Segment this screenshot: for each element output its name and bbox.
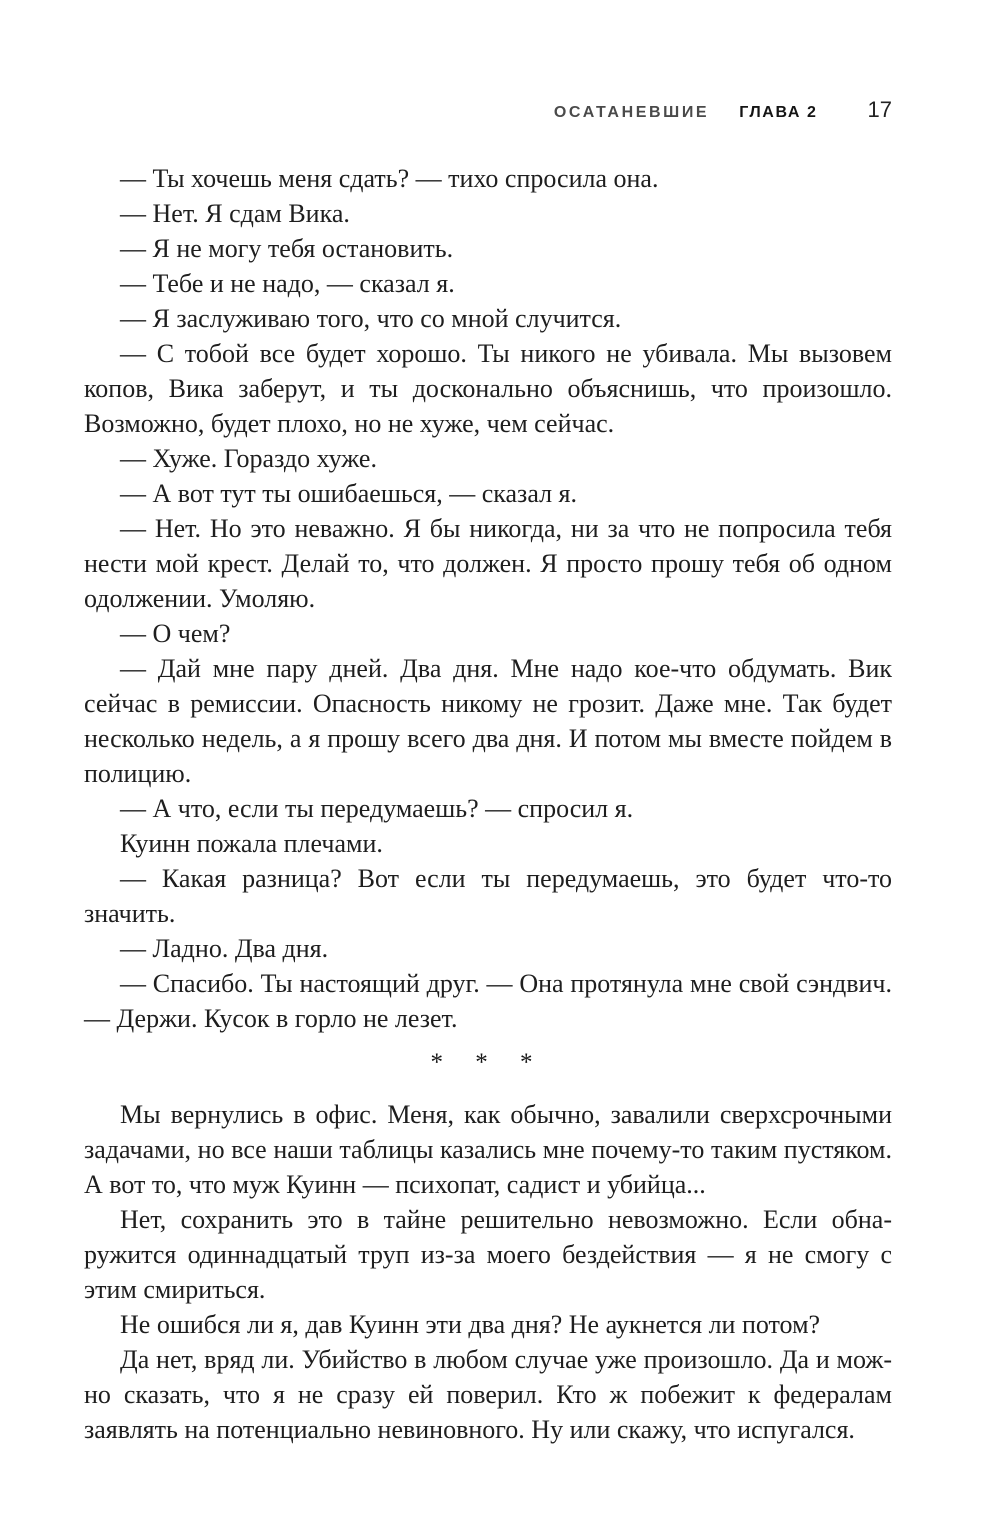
page-body-text	[84, 161, 892, 1447]
paragraph: — Ладно. Два дня.	[120, 934, 329, 963]
book-title: ОСАТАНЕВШИЕ	[553, 104, 710, 121]
running-header	[84, 97, 892, 123]
chapter-label: ГЛАВА 2	[739, 104, 818, 121]
paragraph: — О чем?	[120, 619, 231, 648]
paragraph: — А что, если ты передумаешь? — спросил я.	[120, 794, 634, 823]
section-separator: * * *	[430, 1049, 546, 1076]
paragraph: — А вот тут ты ошибаешься, — сказал я.	[120, 479, 578, 508]
paragraph: Куинн пожала плечами.	[120, 829, 383, 858]
paragraph: Мы вернулись в офис. Меня, как обычно, завалили сверхсрочными задачами, но все наши таблицы казались мне почему-то таким пустяком. А вот то, что муж Куинн — психопат, садист и убийца...	[84, 1100, 892, 1199]
paragraph: — Я заслуживаю того, что со мной случится.	[120, 304, 622, 333]
paragraph: — Какая разница? Вот если ты передумаешь, это будет что-то значить.	[84, 864, 892, 928]
paragraph: — Хуже. Гораздо хуже.	[120, 444, 377, 473]
paragraph: Нет, сохранить это в тайне решительно невозможно. Если обнаружится одиннадцатый труп из-за моего бездействия — я не смогу с этим смириться.	[84, 1205, 892, 1304]
paragraph: — Я не могу тебя остановить.	[120, 234, 454, 263]
paragraph: Не ошибся ли я, дав Куинн эти два дня? Не аукнется ли потом?	[120, 1310, 821, 1339]
paragraph: — Ты хочешь меня сдать? — тихо спросила она.	[120, 164, 659, 193]
page-number: 17	[867, 97, 892, 122]
paragraph: — Дай мне пару дней. Два дня. Мне надо кое-что обдумать. Вик сейчас в ремиссии. Опасность никому не грозит. Даже мне. Так будет несколько недель, а я прошу всего два дня. И потом мы вместе пойдем в полицию.	[84, 654, 892, 788]
paragraph: — Нет. Но это неважно. Я бы никогда, ни за что не попросила тебя нести мой крест. Делай то, что должен. Я просто прошу тебя об одном одолжении. Умоляю.	[84, 514, 892, 613]
paragraph: — Тебе и не надо, — сказал я.	[120, 269, 455, 298]
paragraph: — Спасибо. Ты настоящий друг. — Она протянула мне свой сэндвич. — Держи. Кусок в горло не лезет.	[84, 969, 892, 1033]
paragraph: — С тобой все будет хорошо. Ты никого не убивала. Мы вызовем копов, Вика заберут, и ты досконально объяснишь, что произошло. Возможно, будет плохо, но не хуже, чем сейчас.	[84, 339, 892, 438]
paragraph: Да нет, вряд ли. Убийство в любом случае уже произошло. Да и можно сказать, что я не сразу ей поверил. Кто ж побежит к федералам заявлять на потенциально невиновного. Ну или скажу, что испугался.	[84, 1345, 892, 1444]
paragraph: — Нет. Я сдам Вика.	[120, 199, 350, 228]
